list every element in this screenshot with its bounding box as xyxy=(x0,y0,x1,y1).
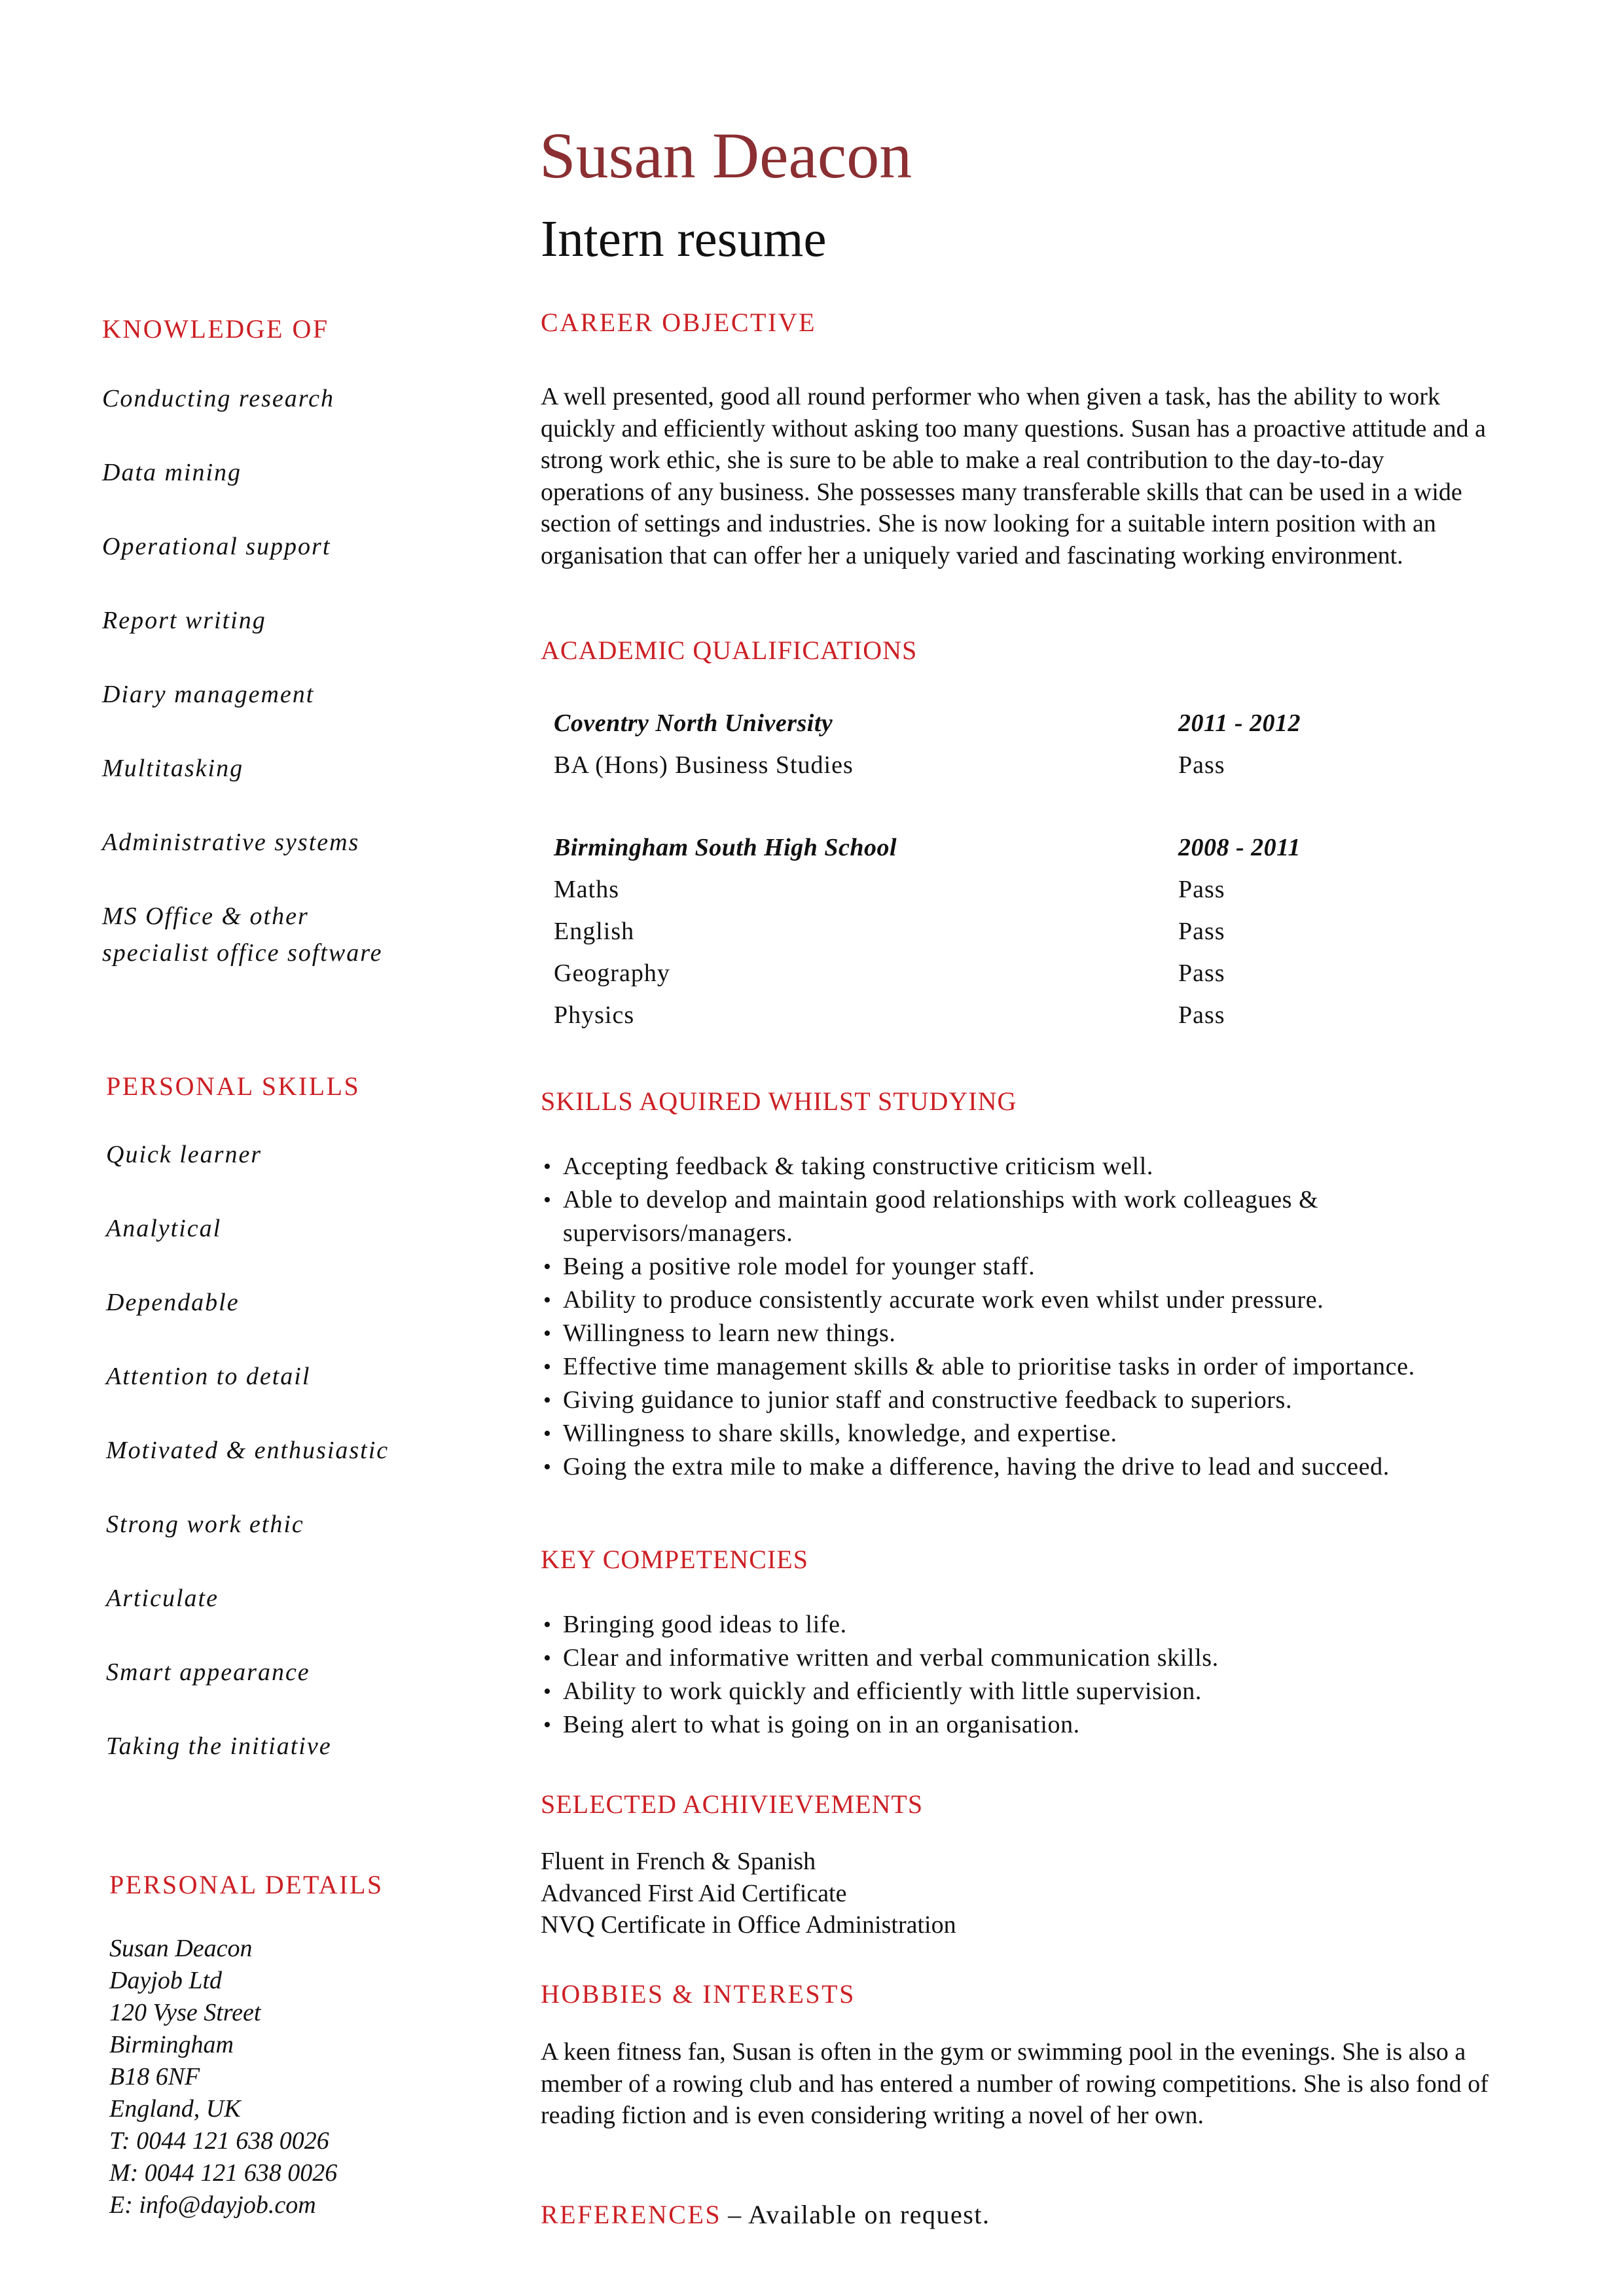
institution-name: Birmingham South High School xyxy=(554,834,897,861)
list-item xyxy=(541,1317,1496,1350)
bullet-icon: • xyxy=(543,1288,552,1312)
resume-name: Susan Deacon xyxy=(539,119,912,192)
list-item: Dependable xyxy=(106,1289,240,1316)
references-text: – Available on request. xyxy=(728,2200,990,2229)
bullet-icon: • xyxy=(543,1255,552,1279)
subject-result: Pass xyxy=(1178,751,1225,779)
list-item: Multitasking xyxy=(102,755,244,782)
bullet-text: Being a positive role model for younger staff. xyxy=(563,1253,1036,1280)
list-item-line: MS Office & other xyxy=(102,903,309,930)
bullet-text: Bringing good ideas to life. xyxy=(563,1611,847,1638)
academic-qualifications-heading: ACADEMIC QUALIFICATIONS xyxy=(541,636,918,665)
list-item: Smart appearance xyxy=(106,1659,310,1686)
bullet-icon: • xyxy=(543,1321,552,1346)
subject-name: BA (Hons) Business Studies xyxy=(554,751,854,779)
bullet-icon: • xyxy=(543,1613,552,1637)
achievements-list xyxy=(541,1846,956,1941)
subject-result: Pass xyxy=(1178,876,1225,903)
list-item: Advanced First Aid Certificate xyxy=(541,1879,847,1907)
bullet-text: Effective time management skills & able to prioritise tasks in order of importance. xyxy=(563,1353,1415,1380)
career-objective-heading: CAREER OBJECTIVE xyxy=(541,308,817,337)
skills-studying-list xyxy=(541,1150,1496,1484)
list-item xyxy=(541,1150,1496,1183)
list-item xyxy=(541,1283,1496,1317)
list-item xyxy=(541,1350,1496,1384)
table-row xyxy=(554,702,1301,744)
skills-studying-heading: SKILLS AQUIRED WHILST STUDYING xyxy=(541,1086,1017,1116)
subject-result: Pass xyxy=(1178,918,1225,945)
personal-skills-list xyxy=(106,1142,389,1808)
list-item-line: specialist office software xyxy=(102,939,383,967)
list-item: Operational support xyxy=(102,533,331,560)
bullet-text: Going the extra mile to make a difference, having the drive to lead and succeed. xyxy=(563,1453,1390,1480)
subject-name: Physics xyxy=(554,1001,635,1029)
detail-line: 120 Vyse Street xyxy=(109,1999,261,2026)
personal-skills-heading: PERSONAL SKILLS xyxy=(106,1071,361,1101)
subject-result: Pass xyxy=(1178,1001,1225,1029)
list-item xyxy=(541,1641,1496,1675)
bullet-text: Giving guidance to junior staff and constructive feedback to superiors. xyxy=(563,1386,1293,1414)
qualifications-table xyxy=(554,702,1301,1036)
list-item: Quick learner xyxy=(106,1141,262,1168)
bullet-text: Able to develop and maintain good relationships with work colleagues & supervisors/managers. xyxy=(563,1186,1319,1247)
list-item: Diary management xyxy=(102,681,315,708)
bullet-icon: • xyxy=(543,1646,552,1670)
bullet-icon: • xyxy=(543,1355,552,1379)
detail-line: T: 0044 121 638 0026 xyxy=(109,2127,329,2155)
bullet-icon: • xyxy=(543,1455,552,1479)
bullet-text: Willingness to share skills, knowledge, and expertise. xyxy=(563,1420,1117,1447)
list-item xyxy=(541,1417,1496,1450)
career-objective-text: A well presented, good all round performer who when given a task, has the ability to work quickly and efficiently without asking too many questions. Susan has a proactive attitude and a strong work ethic, she is sure to be able to make a real contribution to the day-to-day operations of any business. She possesses many transferable skills that can be used in a wide section of settings and industries. She is now looking for a suitable intern position with an organisation that can offer her a uniquely varied and fascinating working environment. xyxy=(541,383,1487,569)
subject-name: English xyxy=(554,918,635,945)
list-item: NVQ Certificate in Office Administration xyxy=(541,1911,956,1939)
subject-name: Geography xyxy=(554,960,670,987)
bullet-icon: • xyxy=(543,1422,552,1446)
detail-line: Susan Deacon xyxy=(109,1935,253,1962)
list-item xyxy=(541,1183,1496,1250)
list-item: Report writing xyxy=(102,607,266,634)
list-item: Taking the initiative xyxy=(106,1732,332,1760)
references-heading: REFERENCES xyxy=(541,2200,722,2229)
detail-line: Birmingham xyxy=(109,2031,234,2058)
hobbies-text: A keen fitness fan, Susan is often in the gym or swimming pool in the evenings. She is also a member of a rowing club and has entered a number of rowing competitions. She is also fond of reading fiction and is even considering writing a novel of her own. xyxy=(541,2038,1489,2129)
detail-line: E: info@dayjob.com xyxy=(109,2191,316,2219)
list-item: Conducting research xyxy=(102,385,334,412)
list-item: Administrative systems xyxy=(102,829,360,856)
references-line xyxy=(541,2202,990,2228)
resume-subtitle: Intern resume xyxy=(541,211,827,268)
personal-details-list xyxy=(109,1933,337,2221)
subject-name: Maths xyxy=(554,876,619,903)
list-item xyxy=(541,1250,1496,1283)
bullet-icon: • xyxy=(543,1388,552,1412)
achievements-heading: SELECTED ACHIVIEVEMENTS xyxy=(541,1789,924,1819)
list-item xyxy=(541,1384,1496,1417)
table-row xyxy=(554,869,1301,910)
list-item: Data mining xyxy=(102,459,242,486)
knowledge-list xyxy=(102,386,382,1014)
bullet-icon: • xyxy=(543,1155,552,1179)
institution-years: 2008 - 2011 xyxy=(1178,834,1301,861)
personal-details-heading: PERSONAL DETAILS xyxy=(109,1870,384,1899)
detail-line: B18 6NF xyxy=(109,2063,200,2090)
hobbies-heading: HOBBIES & INTERESTS xyxy=(541,1979,856,2009)
table-row xyxy=(554,952,1301,994)
bullet-text: Being alert to what is going on in an organisation. xyxy=(563,1711,1080,1738)
list-item: Strong work ethic xyxy=(106,1511,304,1538)
list-item: Articulate xyxy=(106,1585,219,1612)
table-row xyxy=(554,910,1301,952)
bullet-text: Ability to work quickly and efficiently with little supervision. xyxy=(563,1677,1202,1705)
institution-years: 2011 - 2012 xyxy=(1178,709,1301,737)
bullet-icon: • xyxy=(543,1713,552,1737)
table-row xyxy=(554,744,1301,786)
bullet-icon: • xyxy=(543,1679,552,1704)
bullet-text: Ability to produce consistently accurate work even whilst under pressure. xyxy=(563,1286,1324,1314)
list-item: Analytical xyxy=(106,1215,222,1242)
institution-name: Coventry North University xyxy=(554,709,833,737)
detail-line: England, UK xyxy=(109,2095,241,2123)
list-item: Attention to detail xyxy=(106,1363,311,1390)
knowledge-heading: KNOWLEDGE OF xyxy=(102,314,329,344)
list-item: Motivated & enthusiastic xyxy=(106,1437,389,1464)
subject-result: Pass xyxy=(1178,960,1225,987)
key-competencies-heading: KEY COMPETENCIES xyxy=(541,1545,808,1574)
table-row xyxy=(554,827,1301,869)
table-row xyxy=(554,994,1301,1036)
bullet-icon: • xyxy=(543,1188,552,1212)
detail-line: Dayjob Ltd xyxy=(109,1967,223,1994)
list-item xyxy=(541,1675,1496,1708)
list-item: Fluent in French & Spanish xyxy=(541,1848,816,1875)
key-competencies-list xyxy=(541,1608,1496,1742)
bullet-text: Clear and informative written and verbal communication skills. xyxy=(563,1644,1219,1672)
list-item xyxy=(102,904,382,965)
table-spacer xyxy=(554,786,1301,827)
bullet-text: Accepting feedback & taking constructive criticism well. xyxy=(563,1153,1154,1180)
bullet-text: Willingness to learn new things. xyxy=(563,1319,896,1347)
list-item xyxy=(541,1608,1496,1641)
list-item xyxy=(541,1708,1496,1742)
detail-line: M: 0044 121 638 0026 xyxy=(109,2159,338,2187)
list-item xyxy=(541,1450,1496,1484)
